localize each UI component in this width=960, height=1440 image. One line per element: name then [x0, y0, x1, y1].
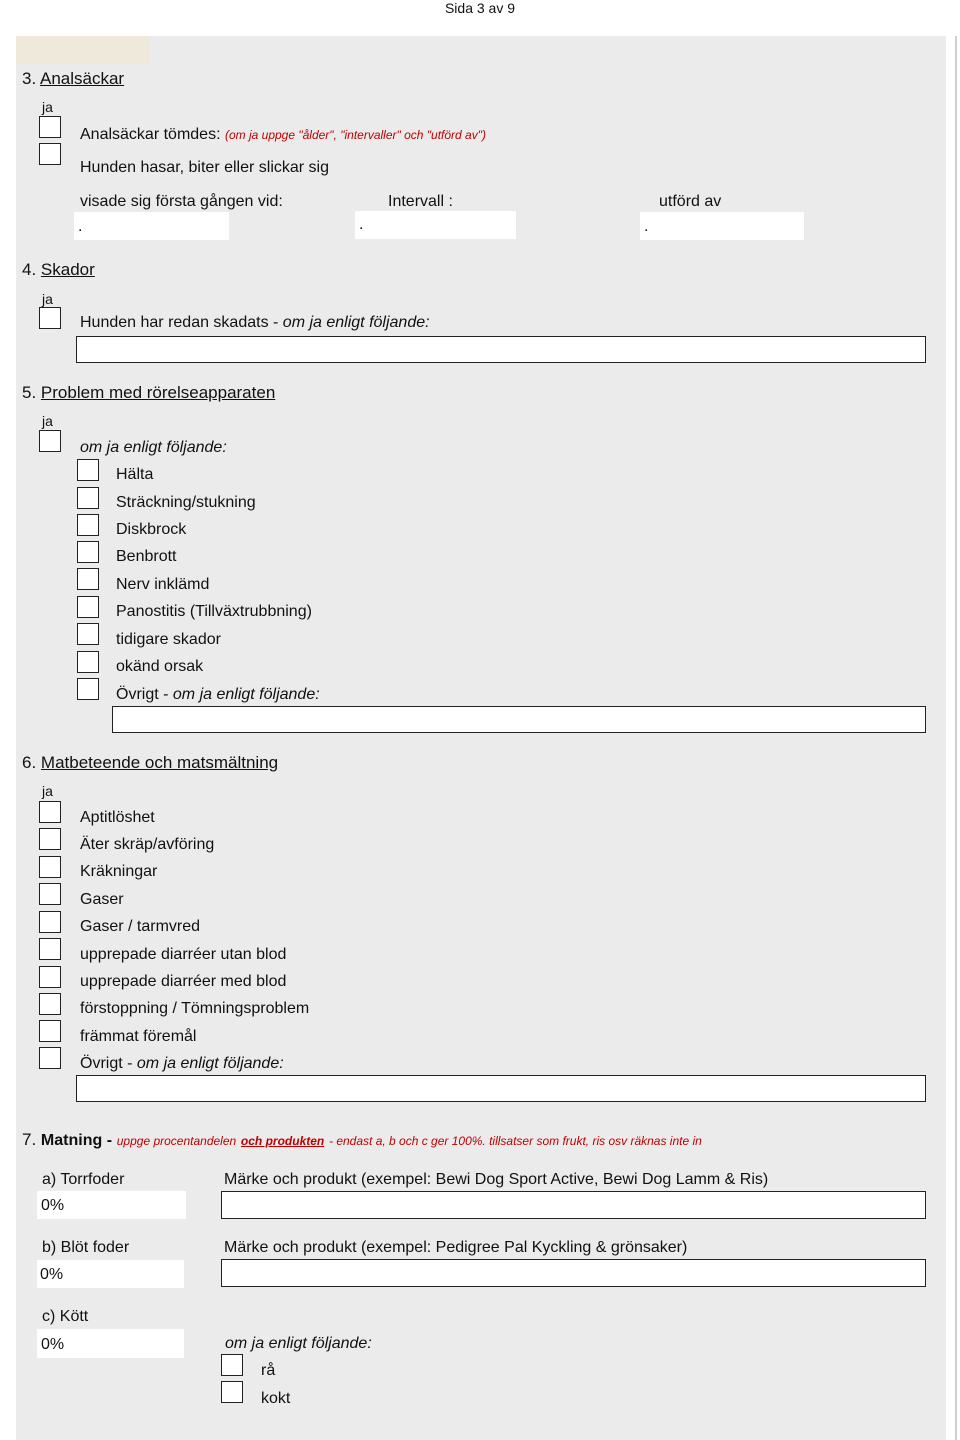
section-4-title: Skador [40, 260, 95, 279]
kott-kokt-label: kokt [261, 1390, 291, 1407]
diarreer-utan-blod-label: upprepade diarréer utan blod [80, 946, 287, 963]
skador-details-field[interactable] [76, 336, 926, 363]
utford-av-field[interactable] [640, 212, 804, 240]
section-7-note-b: och produkten [240, 1134, 325, 1148]
tarmvred-label: Gaser / tarmvred [80, 918, 201, 935]
okand-orsak-checkbox[interactable] [77, 651, 99, 673]
blotfoder-percent-field[interactable] [37, 1260, 184, 1288]
mat-ovrigt-checkbox[interactable] [39, 1047, 61, 1069]
analsackar-tomdes-text: Analsäckar tömdes: [80, 126, 221, 143]
mat-ovrigt-field[interactable] [76, 1075, 926, 1102]
gaser-label: Gaser [80, 891, 124, 908]
blotfoder-brand-field[interactable] [221, 1259, 926, 1287]
kott-percent-value: 0% [41, 1336, 65, 1353]
aptitloshet-label: Aptitlöshet [80, 809, 155, 826]
skadats-italic: om ja enligt följande: [282, 314, 430, 331]
benbrott-checkbox[interactable] [77, 541, 99, 563]
mat-ovrigt-italic: om ja enligt följande: [136, 1055, 284, 1072]
skadats-checkbox[interactable] [39, 307, 61, 329]
diarreer-med-blod-label: upprepade diarréer med blod [80, 973, 287, 990]
section-7-note-c: - endast a, b och c ger 100%. tillsatser som frukt, ris osv räknas inte in [329, 1134, 702, 1148]
torrfoder-percent-field[interactable] [37, 1191, 186, 1219]
ater-skrap-checkbox[interactable] [39, 828, 61, 850]
krakningar-label: Kräkningar [80, 863, 158, 880]
halta-checkbox[interactable] [77, 459, 99, 481]
hunden-hasar-checkbox[interactable] [39, 143, 61, 165]
torrfoder-brand-field[interactable] [221, 1191, 926, 1219]
utford-av-value: . [644, 218, 649, 235]
analsackar-tomdes-checkbox[interactable] [39, 116, 61, 138]
tarmvred-checkbox[interactable] [39, 911, 61, 933]
rorelse-ovrigt-field[interactable] [112, 706, 926, 733]
skadats-label [80, 313, 430, 333]
section-6-title: Matbeteende och matsmältning [40, 753, 279, 772]
section-7-note-a: uppge procentandelen [116, 1134, 237, 1148]
section-3-heading [22, 69, 124, 89]
section-4-ja-header: ja [42, 291, 53, 307]
rorelse-ovrigt-text: Övrigt - [116, 686, 169, 703]
hunden-hasar-label: Hunden hasar, biter eller slickar sig [80, 159, 330, 176]
section-5-ja-header: ja [42, 413, 53, 429]
intervall-value: . [359, 216, 364, 233]
blotfoder-label: b) Blöt foder [42, 1239, 130, 1256]
rorelse-intro: om ja enligt följande: [80, 439, 227, 456]
analsackar-tomdes-label [80, 125, 486, 145]
section-6-heading [22, 753, 278, 773]
rorelse-ovrigt-italic: om ja enligt följande: [172, 686, 320, 703]
tidigare-skador-label: tidigare skador [116, 631, 221, 648]
forsta-gangen-field[interactable] [74, 212, 229, 240]
section-3-title: Analsäckar [39, 69, 125, 88]
kott-kokt-checkbox[interactable] [221, 1381, 243, 1403]
section-6-ja-header: ja [42, 783, 53, 799]
strackning-label: Sträckning/stukning [116, 494, 256, 511]
analsackar-note: (om ja uppge "ålder", "intervaller" och "utförd av") [224, 128, 486, 142]
diarreer-utan-blod-checkbox[interactable] [39, 938, 61, 960]
section-4-heading [22, 260, 95, 280]
kott-ra-label: rå [261, 1362, 276, 1379]
kott-label: c) Kött [42, 1308, 89, 1325]
diarreer-med-blod-checkbox[interactable] [39, 966, 61, 988]
panostitis-label: Panostitis (Tillväxtrubbning) [116, 603, 312, 620]
nerv-inklamd-label: Nerv inklämd [116, 576, 210, 593]
rorelse-ovrigt-label [116, 685, 320, 705]
diskbrock-checkbox[interactable] [77, 514, 99, 536]
okand-orsak-label: okänd orsak [116, 658, 204, 675]
strackning-checkbox[interactable] [77, 487, 99, 509]
kott-intro: om ja enligt följande: [225, 1335, 372, 1352]
aptitloshet-checkbox[interactable] [39, 801, 61, 823]
tidigare-skador-checkbox[interactable] [77, 623, 99, 645]
nerv-inklamd-checkbox[interactable] [77, 568, 99, 590]
benbrott-label: Benbrott [116, 548, 177, 565]
torrfoder-label: a) Torrfoder [42, 1171, 125, 1188]
kott-percent-field[interactable] [37, 1329, 184, 1358]
utford-av-label: utförd av [659, 193, 722, 210]
frammat-foremal-label: främmat föremål [80, 1028, 197, 1045]
halta-label: Hälta [116, 466, 154, 483]
forstoppning-checkbox[interactable] [39, 993, 61, 1015]
form-panel [16, 36, 946, 1440]
section-7-heading [22, 1130, 702, 1151]
intervall-label: Intervall : [388, 193, 453, 210]
skadats-text: Hunden har redan skadats - [80, 314, 279, 331]
gaser-checkbox[interactable] [39, 883, 61, 905]
page-number: Sida 3 av 9 [444, 0, 516, 16]
section-6-number: 6. [22, 753, 37, 772]
section-7-title: Matning - [40, 1132, 113, 1149]
forsta-gangen-label: visade sig första gången vid: [80, 193, 283, 210]
kott-ra-checkbox[interactable] [221, 1354, 243, 1376]
blotfoder-brand-label: Märke och produkt (exempel: Pedigree Pal Kyckling & grönsaker) [224, 1239, 688, 1256]
section-7-number: 7. [22, 1130, 37, 1149]
mat-ovrigt-label [80, 1054, 284, 1074]
rorelse-checkbox[interactable] [39, 430, 61, 452]
mat-ovrigt-text: Övrigt - [80, 1055, 133, 1072]
section-4-number: 4. [22, 260, 37, 279]
section-5-number: 5. [22, 383, 37, 402]
section-5-title: Problem med rörelseapparaten [40, 383, 276, 402]
ater-skrap-label: Äter skräp/avföring [80, 836, 215, 853]
torrfoder-brand-label: Märke och produkt (exempel: Bewi Dog Sport Active, Bewi Dog Lamm & Ris) [224, 1171, 769, 1188]
blotfoder-percent-value: 0% [40, 1266, 64, 1283]
forsta-gangen-value: . [78, 218, 83, 235]
right-rule [955, 36, 957, 1440]
diskbrock-label: Diskbrock [116, 521, 187, 538]
krakningar-checkbox[interactable] [39, 856, 61, 878]
section-3-ja-header: ja [42, 99, 53, 115]
intervall-field[interactable] [355, 211, 516, 239]
section-tab [16, 36, 150, 64]
rorelse-ovrigt-checkbox[interactable] [77, 678, 99, 700]
panostitis-checkbox[interactable] [77, 596, 99, 618]
forstoppning-label: förstoppning / Tömningsproblem [80, 1000, 310, 1017]
section-3-number: 3. [22, 69, 37, 88]
frammat-foremal-checkbox[interactable] [39, 1020, 61, 1042]
section-5-heading [22, 383, 275, 403]
torrfoder-percent-value: 0% [41, 1197, 65, 1214]
